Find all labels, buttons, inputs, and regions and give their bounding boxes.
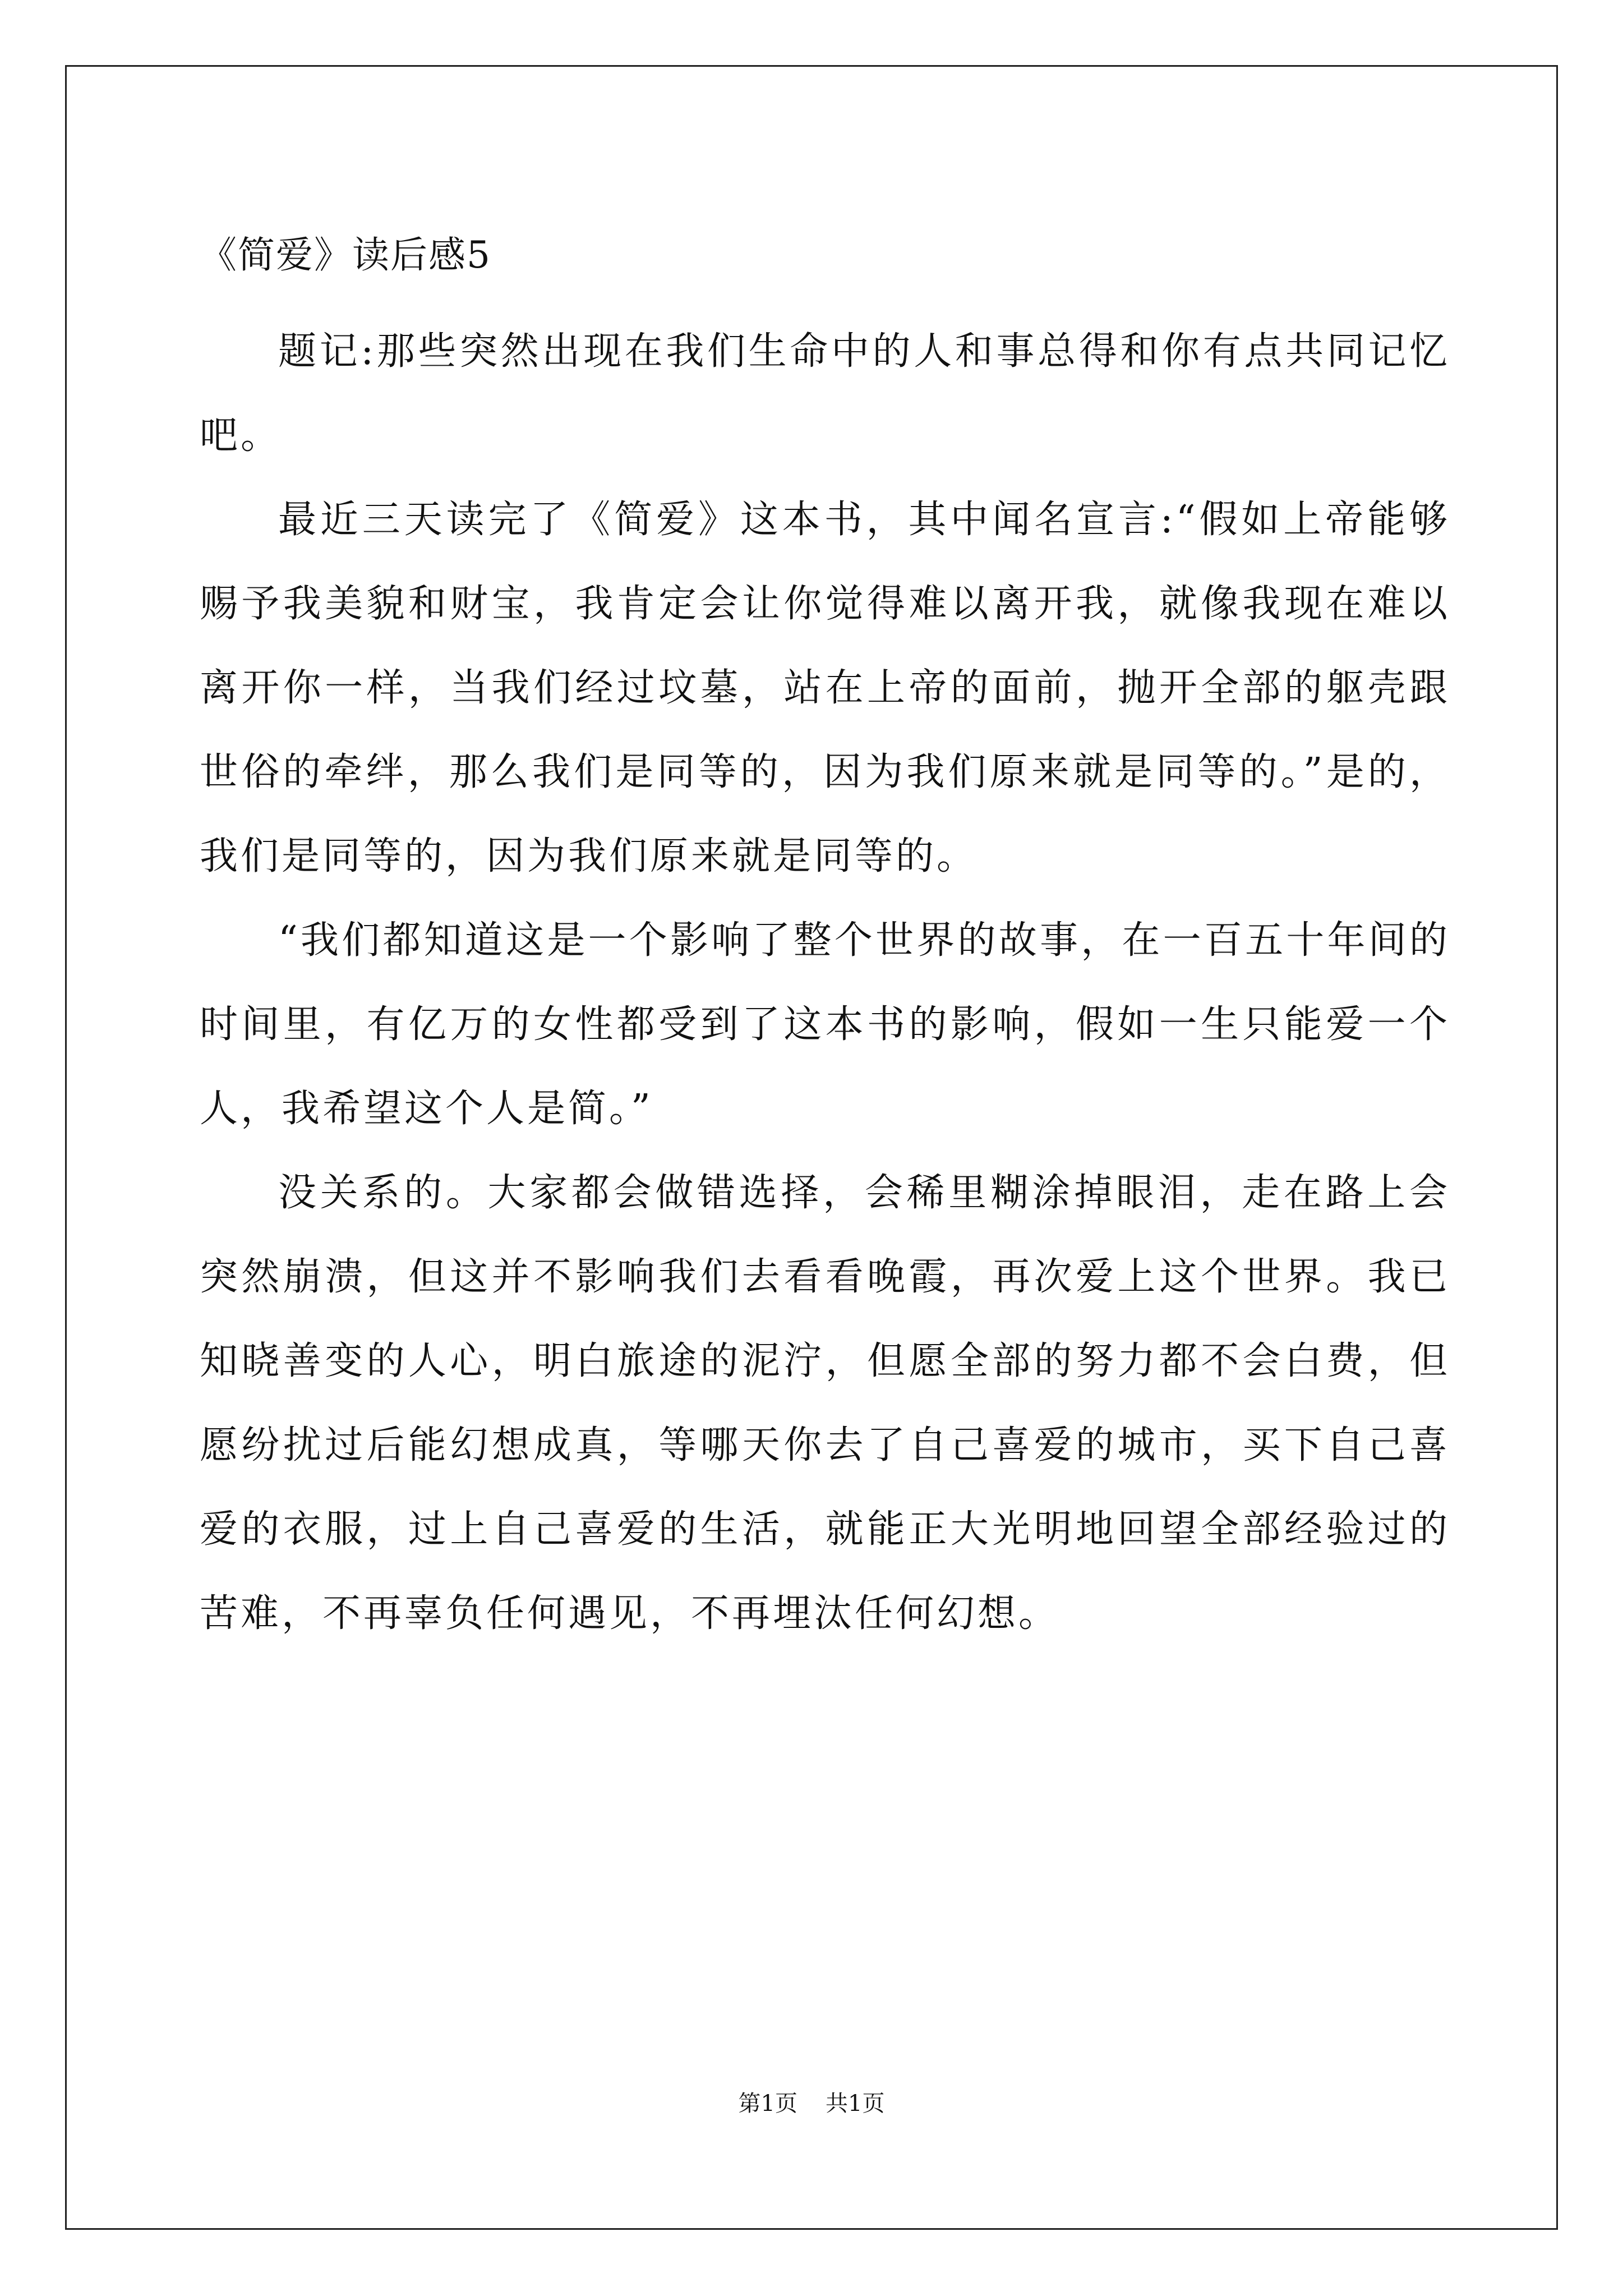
paragraph-quote: “我们都知道这是一个影响了整个世界的故事，在一百五十年间的时间里，有亿万的女性都受到了这本书的影响，假如一生只能爱一个人，我希望这个人是简。” (200, 918, 1450, 1131)
document-body (200, 213, 1450, 1656)
page-number-total: 共1页 (826, 2091, 885, 2116)
page-footer (0, 2087, 1623, 2120)
paragraph-closing: 没关系的。大家都会做错选择，会稀里糊涂掉眼泪，走在路上会突然崩溃，但这并不影响我们去看看晚霞，再次爱上这个世界。我已知晓善变的人心，明白旅途的泥泞，但愿全部的努力都不会白费，但愿纷扰过后能幻想成真，等哪天你去了自己喜爱的城市，买下自己喜爱的衣服，过上自己喜爱的生活，就能正大光明地回望全部经验过的苦难，不再辜负任何遇见，不再埋汰任何幻想。 (200, 1171, 1450, 1636)
paragraph-epigraph: 题记:那些突然出现在我们生命中的人和事总得和你有点共同记忆吧。 (200, 329, 1450, 458)
document-title: 《简爱》读后感5 (200, 233, 491, 277)
page-number-current: 第1页 (738, 2091, 797, 2116)
paragraph-declaration: 最近三天读完了《简爱》这本书，其中闻名宣言:“假如上帝能够赐予我美貌和财宝，我肯定会让你觉得难以离开我，就像我现在难以离开你一样，当我们经过坟墓，站在上帝的面前，抛开全部的躯壳跟世俗的牵绊，那么我们是同等的，因为我们原来就是同等的。”是的，我们是同等的，因为我们原来就是同等的。 (200, 498, 1450, 878)
